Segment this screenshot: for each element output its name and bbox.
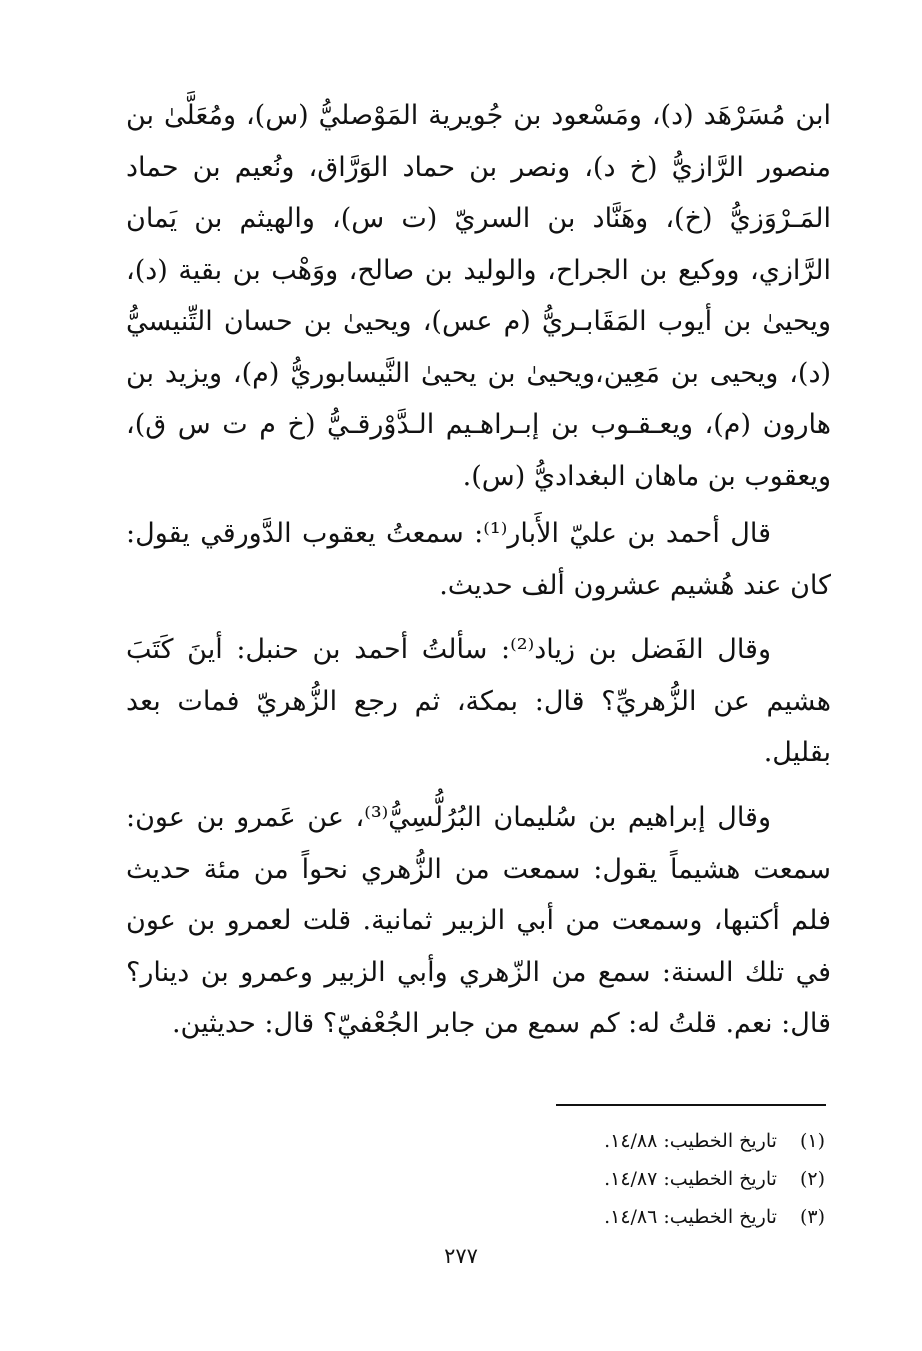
footnote-item: [520, 1122, 825, 1160]
footnote-text: تاريخ الخطيب: ١٤/٨٨.: [604, 1130, 777, 1152]
footnote-number: (١): [799, 1130, 825, 1152]
footnote-number: (٢): [799, 1168, 825, 1190]
footnote-text: تاريخ الخطيب: ١٤/٨٧.: [604, 1168, 777, 1190]
footnote-text: تاريخ الخطيب: ١٤/٨٦.: [604, 1206, 777, 1228]
footnotes: [520, 1122, 825, 1236]
footnote-item: [520, 1160, 825, 1198]
paragraph-ibrahim-burullusi: وقال إبراهيم بن سُليمان البُرُلُّسِيُّ⁽³⁾، عن عَمرو بن عون: سمعت هشيماً يقول: سمعت من الزُّهري نحواً من مئة حديث فلم أكتبها، وسمعت من أبي الزبير ثمانية. قلت لعمرو بن عون في تلك السنة: سمع من الزّهري وأبي الزبير وعمرو بن دينار؟ قال: نعم. قلتُ له: كم سمع من جابر الجُعْفيّ؟ قال: حديثين.: [126, 802, 831, 1039]
page-number: ٢٧٧: [444, 1244, 478, 1268]
paragraph-fadl-ibn-ziyad: وقال الفَضل بن زياد⁽²⁾: سألتُ أحمد بن حنبل: أينَ كَتَبَ هشيم عن الزُّهريِّ؟ قال: بمكة، ثم رجع الزُّهريّ فمات بعد بقليل.: [126, 634, 831, 768]
footnote-number: (٣): [799, 1206, 825, 1228]
paragraph-ahmad-ibn-ali: قال أحمد بن عليّ الأَبار⁽¹⁾: سمعتُ يعقوب الدَّورقي يقول: كان عند هُشيم عشرون ألف حديث.: [126, 518, 831, 601]
footnote-item: [520, 1198, 825, 1236]
footnote-divider: [556, 1104, 826, 1106]
paragraph-narrators-list: ابن مُسَرْهَد (د)، ومَسْعود بن جُويرية المَوْصليُّ (س)، ومُعَلَّىٰ بن منصور الرَّازيُّ (خ د)، ونصر بن حماد الوَرَّاق، ونُعيم بن حماد المَـرْوَزيُّ (خ)، وهَنَّاد بن السريّ (ت س)، والهيثم بن يَمان الرَّازي، ووكيع بن الجراح، والوليد بن صالح، ووَهْب بن بقية (د)، ويحيىٰ بن أيوب المَقَابـريُّ (م عس)، ويحيىٰ بن حسان التِّنيسيُّ (د)، ويحيى بن مَعِين،ويحيىٰ بن يحيىٰ النَّيسابوريُّ (م)، ويزيد بن هارون (م)، ويعـقـوب بن إبـراهـيم الـدَّوْرقـيُّ (خ م ت س ق)، ويعقوب بن ماهان البغداديُّ (س).: [126, 100, 831, 492]
